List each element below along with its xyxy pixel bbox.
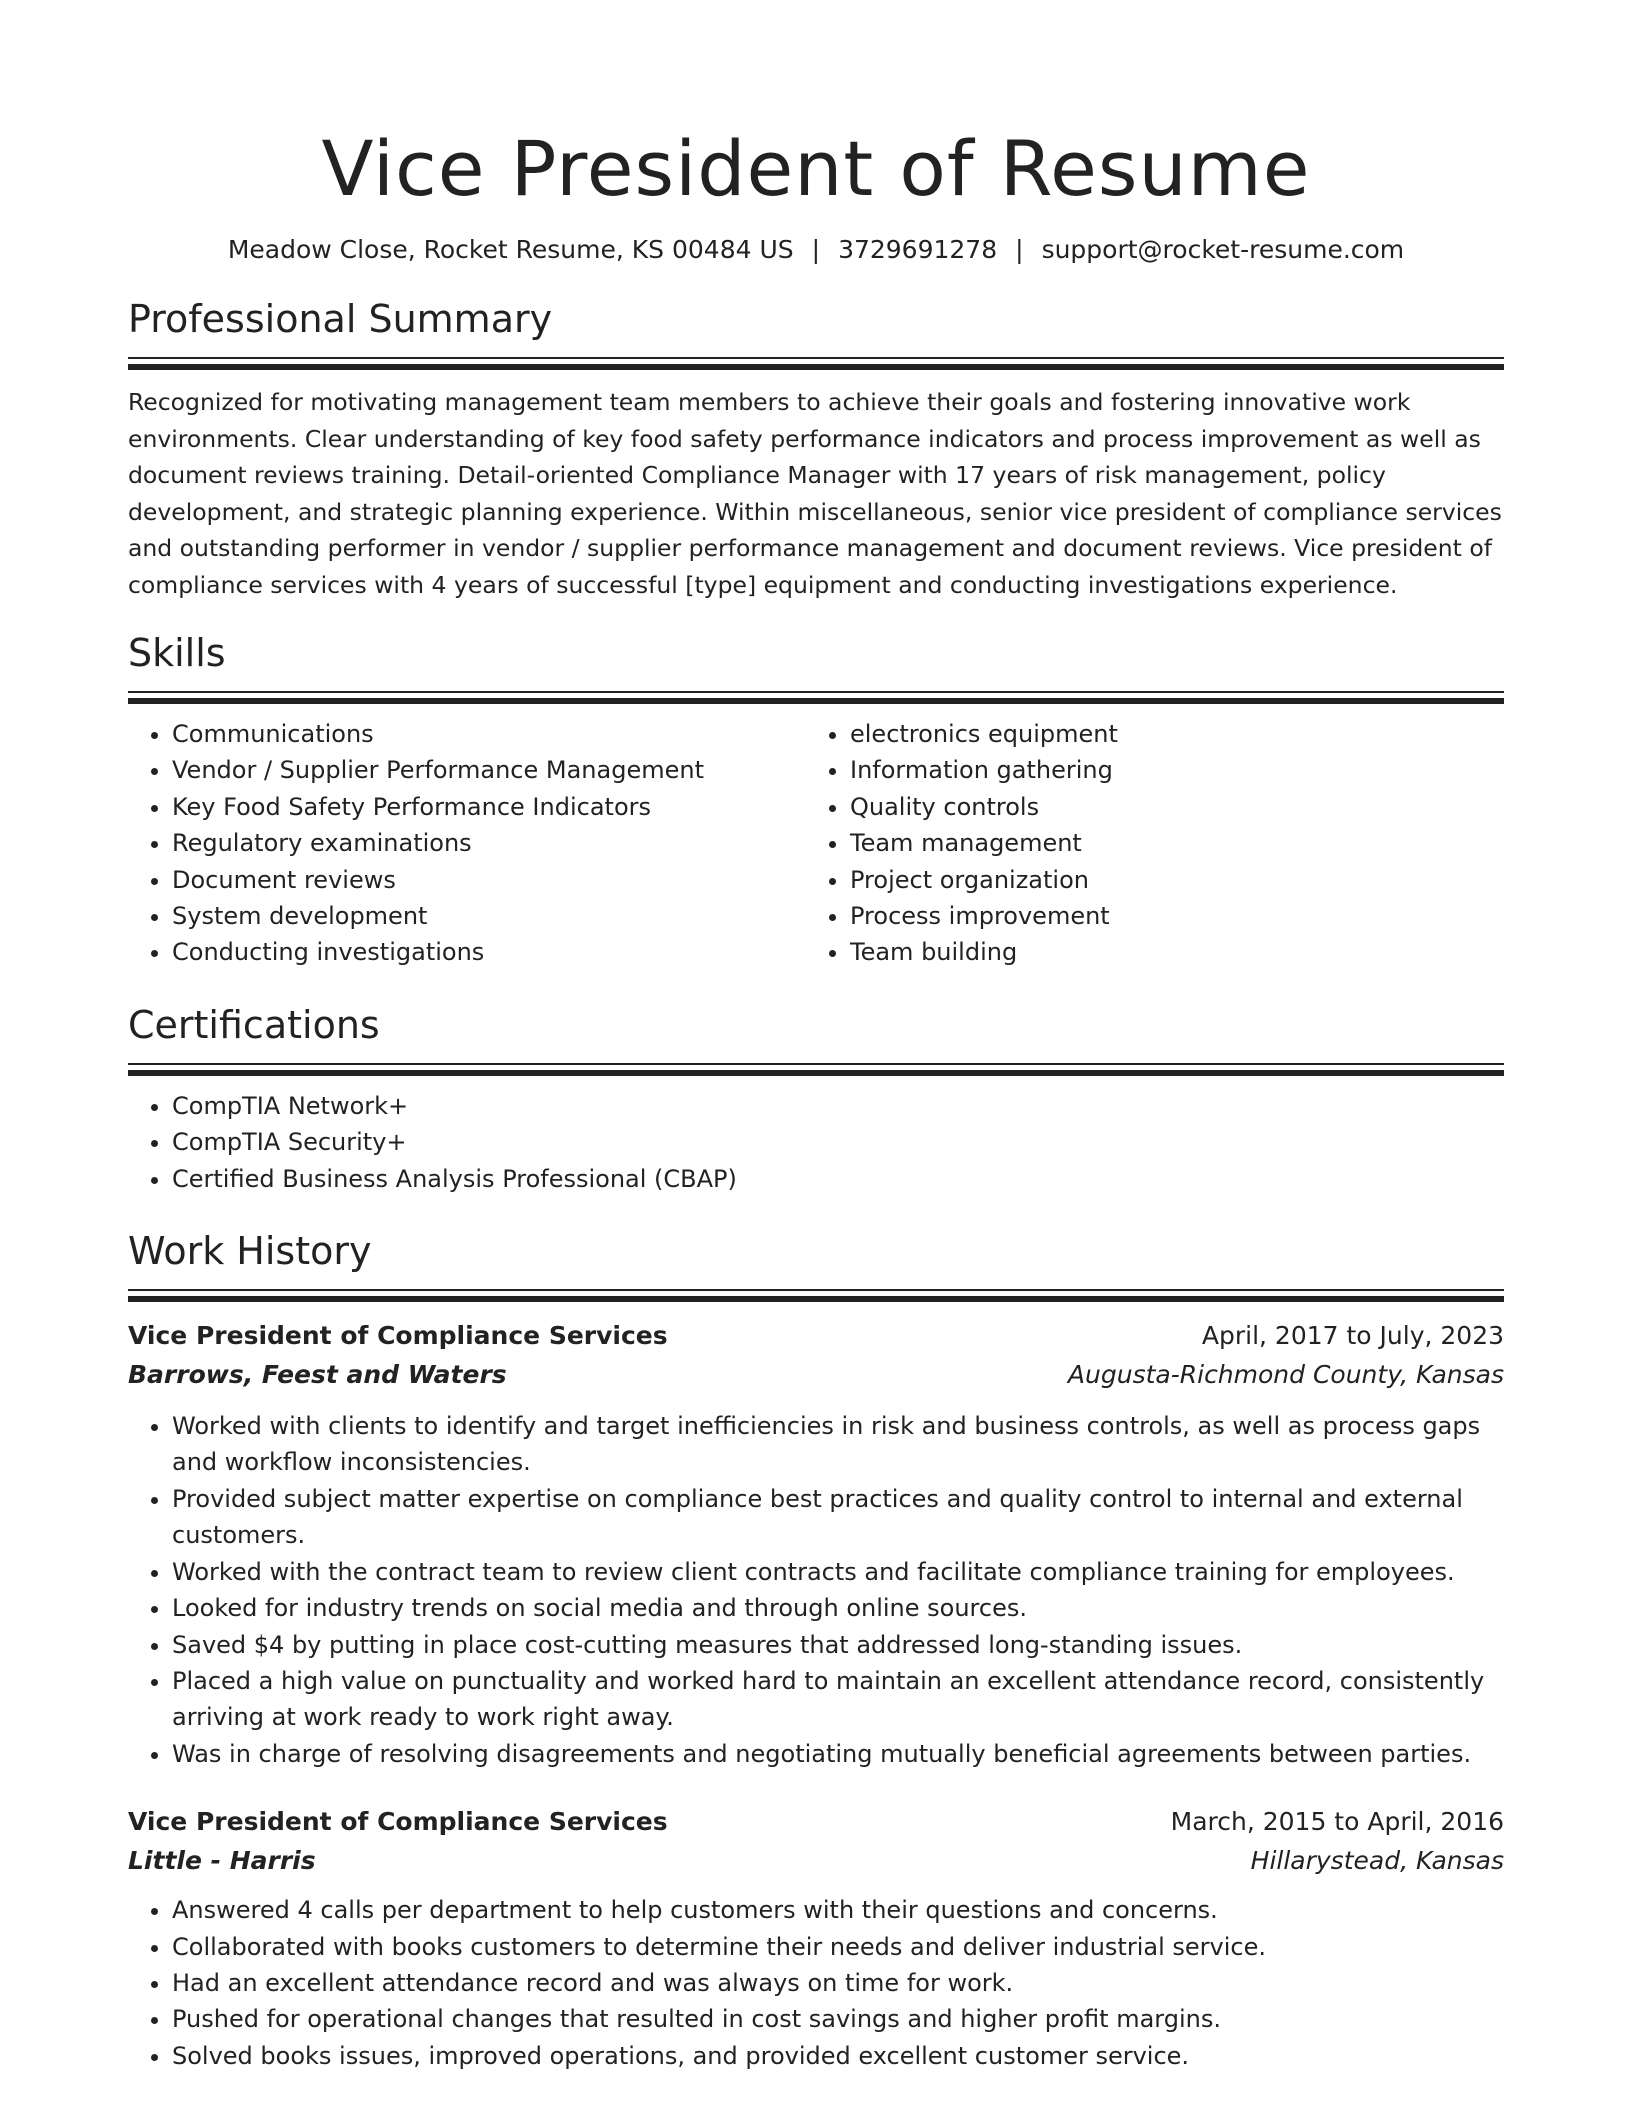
job-company: Barrows, Feest and Waters: [128, 1360, 507, 1390]
skill-item: • Information gathering: [850, 752, 1504, 788]
job-bullet: • Pushed for operational changes that resulted in cost savings and higher profit margins.: [172, 2001, 1504, 2037]
job-bullet: • Solved books issues, improved operations, and provided excellent customer service.: [172, 2038, 1504, 2074]
job-entry: [128, 1802, 1504, 2074]
job-bullet: • Saved $4 by putting in place cost-cutting measures that addressed long-standing issues.: [172, 1627, 1504, 1663]
skill-item: • Process improvement: [850, 898, 1504, 934]
job-dates: March, 2015 to April, 2016: [1170, 1807, 1504, 1837]
section-title-work-history: Work History: [128, 1229, 372, 1274]
certifications-section: [128, 1001, 1504, 1197]
resume-name: Vice President of Resume: [321, 124, 1311, 213]
skills-columns: [128, 716, 1504, 971]
skill-item: • Communications: [172, 716, 806, 752]
section-title-skills: Skills: [128, 631, 226, 675]
job-bullet: • Worked with clients to identify and target inefficiencies in risk and business controls, as well as process gaps and workflow inconsistencies.: [172, 1408, 1504, 1481]
skill-item: • Quality controls: [850, 789, 1504, 825]
skill-item: • Team management: [850, 825, 1504, 861]
job-bullet: • Was in charge of resolving disagreements and negotiating mutually beneficial agreements between parties.: [172, 1736, 1504, 1772]
section-title-summary: Professional Summary: [128, 297, 553, 341]
section-divider: [128, 1063, 1504, 1078]
job-dates: April, 2017 to July, 2023: [1201, 1321, 1504, 1351]
job-location: Hillarystead, Kansas: [1250, 1846, 1504, 1876]
job-bullet: • Provided subject matter expertise on compliance best practices and quality control to internal and external customers.: [172, 1481, 1504, 1554]
job-subheader: [128, 1842, 1504, 1880]
skill-item: • Key Food Safety Performance Indicators: [172, 789, 806, 825]
summary-section: [128, 295, 1504, 603]
job-bullet: • Placed a high value on punctuality and worked hard to maintain an excellent attendance record, consistently arriving at work ready to work right away.: [172, 1663, 1504, 1736]
skill-item: • Conducting investigations: [172, 934, 806, 970]
job-bullets: [128, 1892, 1504, 2074]
job-bullet: • Worked with the contract team to review client contracts and facilitate compliance training for employees.: [172, 1554, 1504, 1590]
contact-separator: |: [1015, 235, 1024, 264]
contact-phone: 3729691278: [838, 235, 998, 264]
job-bullet: • Collaborated with books customers to determine their needs and deliver industrial service.: [172, 1929, 1504, 1965]
skill-item: • Project organization: [850, 862, 1504, 898]
section-divider: [128, 357, 1504, 372]
job-header: [128, 1316, 1504, 1356]
job-title: Vice President of Compliance Services: [128, 1321, 668, 1351]
certification-item: • Certified Business Analysis Professional (CBAP): [172, 1161, 1504, 1197]
section-divider: [128, 1289, 1504, 1304]
job-location: Augusta-Richmond County, Kansas: [1067, 1360, 1504, 1390]
job-bullet: • Looked for industry trends on social media and through online sources.: [172, 1590, 1504, 1626]
certification-item: • CompTIA Network+: [172, 1088, 1504, 1124]
skill-item: • System development: [172, 898, 806, 934]
job-company: Little - Harris: [128, 1846, 316, 1876]
job-subheader: [128, 1356, 1504, 1394]
section-divider: [128, 691, 1504, 706]
skills-list-right: [806, 716, 1504, 971]
skills-list-left: [128, 716, 806, 971]
contact-email: support@rocket-resume.com: [1041, 235, 1405, 264]
contact-separator: |: [811, 235, 821, 264]
job-bullets: [128, 1408, 1504, 1772]
job-bullet: • Had an excellent attendance record and was always on time for work.: [172, 1965, 1504, 2001]
job-title: Vice President of Compliance Services: [128, 1807, 668, 1837]
section-title-certifications: Certifications: [128, 1002, 380, 1047]
work-history-section: [128, 1227, 1504, 2074]
certifications-list: [128, 1088, 1504, 1197]
skill-item: • Document reviews: [172, 862, 806, 898]
summary-text: Recognized for motivating management team members to achieve their goals and fostering innovative work environments. Clear understanding of key food safety performance indicators and process improvement as well as document reviews training. Detail-oriented Compliance Manager with 17 years of risk management, policy development, and strategic planning experience. Within miscellaneous, senior vice president of compliance services and outstanding performer in vendor / supplier performance management and document reviews. Vice president of compliance services with 4 years of successful [type] equipment and conducting investigations experience.: [128, 388, 1502, 599]
contact-line: [128, 233, 1504, 267]
skill-item: • Vendor / Supplier Performance Management: [172, 752, 806, 788]
resume-page: [128, 0, 1504, 2074]
certification-item: • CompTIA Security+: [172, 1124, 1504, 1160]
skills-section: [128, 629, 1504, 971]
skill-item: • electronics equipment: [850, 716, 1504, 752]
contact-address: Meadow Close, Rocket Resume, KS 00484 US: [227, 235, 794, 264]
job-bullet: • Answered 4 calls per department to help customers with their questions and concerns.: [172, 1892, 1504, 1928]
skill-item: • Team building: [850, 934, 1504, 970]
job-header: [128, 1802, 1504, 1842]
job-entry: [128, 1316, 1504, 1772]
skill-item: • Regulatory examinations: [172, 825, 806, 861]
